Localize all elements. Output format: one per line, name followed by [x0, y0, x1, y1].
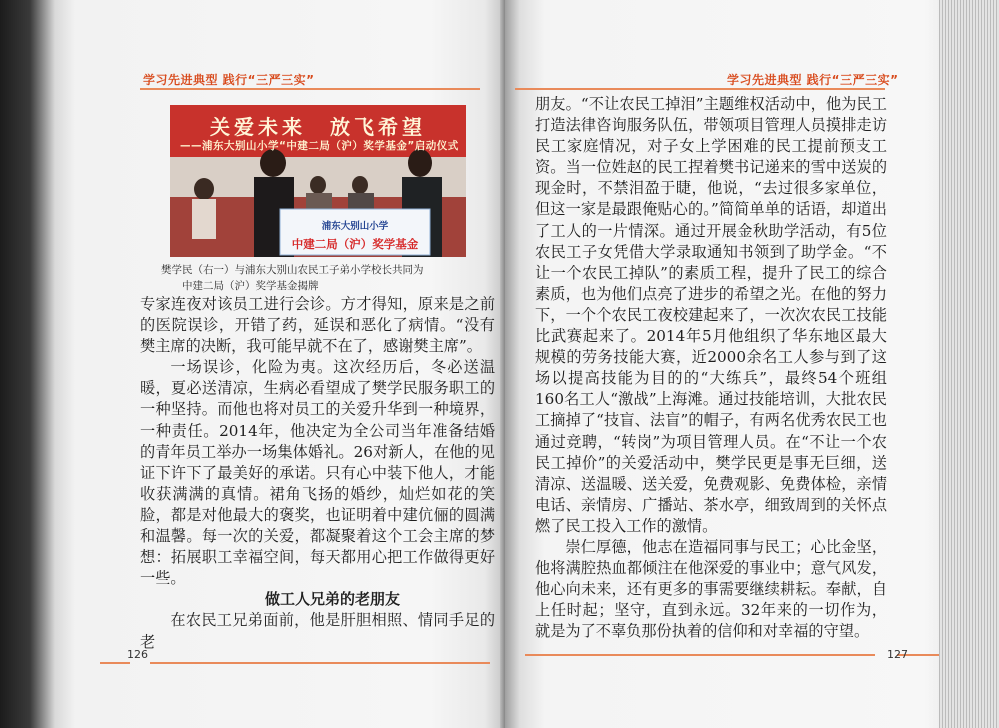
page-number: 126 — [127, 648, 148, 661]
right-page — [505, 0, 999, 728]
page-number: 127 — [887, 648, 908, 661]
paragraph: 朋友。“不让农民工掉泪”主题维权活动中，他为民工打造法律咨询服务队伍，带领项目管理人员摸排走访民工家庭情况，对子女上学困难的民工提前预支工资。当一位姓赵的民工捏着樊书记递来的雪中送炭的现金时，不禁泪盈于睫，他说，“去过很多家单位，但这一家是最跟俺贴心的。”简简单单的话语，却道出了工人的一片情深。通过开展金秋助学活动，有5位农民工子女凭借大学录取通知书领到了助学金。“不让一个农民工掉队”的素质工程，提升了民工的综合素质，也为他们点亮了进步的希望之光。在他的努力下，一个个农民工夜校建起来了，一次次农民工技能比武赛起来了。2014年5月他组织了华东地区最大规模的劳务技能大赛，近2000余名工人参与到了这场以提高技能为目的的“大练兵”，最终54个班组160名工人“激战”上海滩。通过技能培训，大批农民工摘掉了“技盲、法盲”的帽子，有两名优秀农民工也通过竞聘，“转岗”为项目管理人员。在“不让一个农民工掉价”的关爱活动中，樊学民更是事无巨细，送清凉、送温暖、送关爱，免费观影、免费体检，亲情电话、亲情房、广播站、茶水亭，细致周到的关怀点燃了民工投入工作的激情。 — [535, 95, 887, 535]
right-body-text — [535, 94, 887, 642]
caption-line-2: 中建二局（沪）奖学基金揭牌 — [182, 280, 319, 292]
paragraph: 专家连夜对该员工进行会诊。方才得知，原来是之前的医院误诊，开错了药，延误和恶化了病情。“没有樊主席的决断，我可能早就不在了，感谢樊主席”。 — [140, 295, 495, 356]
footer-rule — [150, 662, 490, 664]
ceremony-photo — [170, 105, 466, 257]
running-head: 学习先进典型 践行“三严三实” — [143, 73, 315, 87]
paragraph: 崇仁厚德，他志在造福同事与民工；心比金坚，他将满腔热血都倾注在他深爱的事业中；意气风发，他心向未来，还有更多的事需要继续耕耘。奉献，自上任时起；坚守，直到永远。32年来的一切作为，就是为了不辜负那份执着的信仰和对幸福的守望。 — [535, 537, 887, 641]
sign-fund-name: 中建二局（沪）奖学基金 — [291, 237, 419, 251]
footer-rule — [525, 654, 875, 656]
sign-school-name: 浦东大别山小学 — [321, 221, 389, 232]
banner-title: 关爱未来 放飞希望 — [210, 115, 426, 139]
header-rule — [515, 88, 885, 90]
paragraph: 在农民工兄弟面前，他是肝胆相照、情同手足的老 — [140, 611, 495, 651]
caption-line-1: 樊学民（右一）与浦东大别山农民工子弟小学校长共同为 — [161, 264, 424, 276]
left-body-text — [140, 294, 495, 653]
photo-caption — [140, 262, 492, 294]
running-head: 学习先进典型 践行“三严三实” — [727, 73, 899, 87]
header-rule — [140, 88, 480, 90]
banner-subtitle: ——浦东大别山小学“中建二局（沪）奖学基金”启动仪式 — [180, 140, 459, 152]
section-heading: 做工人兄弟的老朋友 — [264, 590, 400, 609]
footer-rule — [100, 662, 130, 664]
page-edges — [939, 0, 999, 728]
paragraph: 一场误诊，化险为夷。这次经历后，冬必送温暖，夏必送清凉，生病必看望成了樊学民服务职工的一种坚持。而他也将对员工的关爱升华到一种境界，一种责任。2014年，他决定为全公司当年准备结婚的青年员工举办一场集体婚礼。26对新人，在他的见证下许下了最美好的承诺。只有心中装下他人，才能收获满满的真情。裙角飞扬的婚纱，灿烂如花的笑脸，都是对他最大的褒奖，也证明着中建伉俪的圆满和温馨。每一次的关爱，都凝聚着这个工会主席的梦想：拓展职工幸福空间，每天都用心把工作做得更好一些。 — [140, 358, 495, 588]
